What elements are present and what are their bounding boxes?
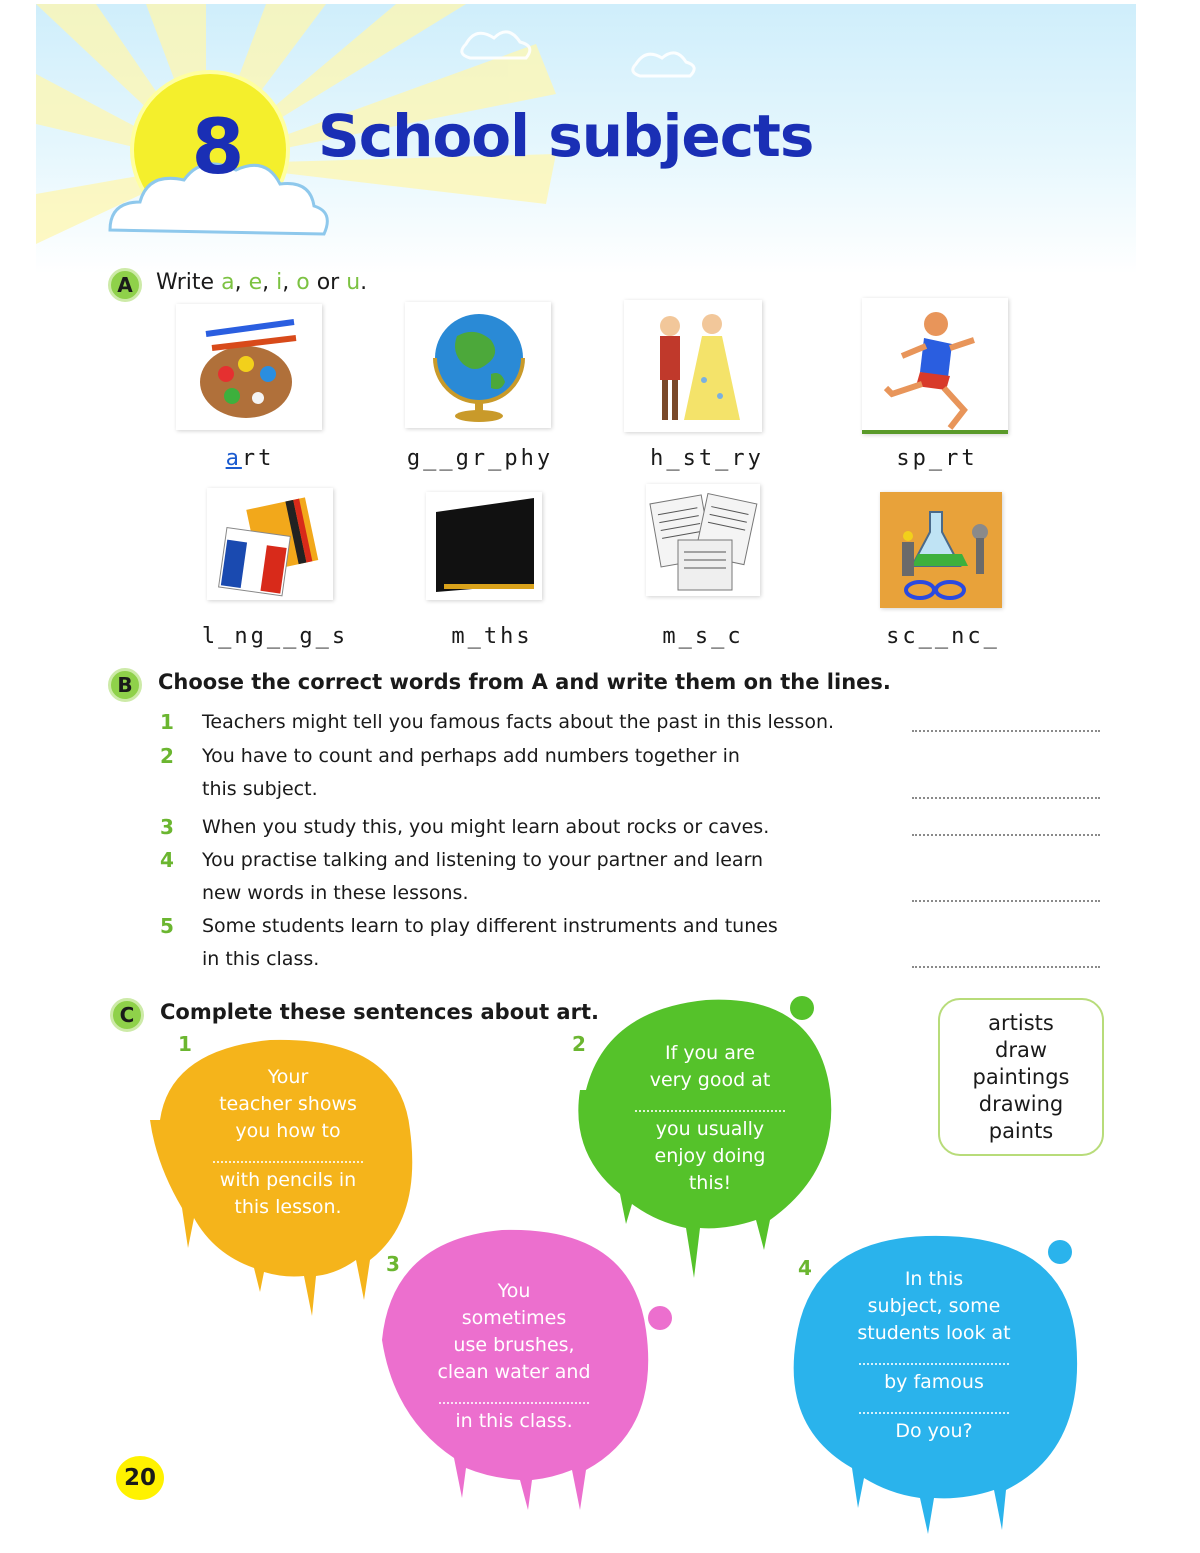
question-text: You have to count and perhaps add numbers together in this subject. (202, 745, 740, 800)
word-box-item: paintings (972, 1065, 1070, 1089)
word-box-item: paints (988, 1119, 1054, 1143)
section-b-badge: B (108, 668, 142, 702)
question-text: Some students learn to play different instruments and tunes in this class. (202, 915, 778, 970)
word-box-item: draw (994, 1038, 1047, 1062)
word-box (938, 998, 1104, 1156)
section-c-badge: C (110, 998, 144, 1032)
word-box-item: artists (988, 1011, 1054, 1035)
question-text: You practise talking and listening to your partner and learn new words in these lessons. (202, 849, 764, 904)
blank-line[interactable] (635, 1098, 785, 1112)
word-languages[interactable]: l_ng__g_s (201, 624, 349, 649)
word-maths[interactable]: m_ths (451, 624, 533, 649)
word-art[interactable]: art (225, 446, 275, 471)
blob-text-3: You sometimes use brushes, clean water and in this class. (437, 1280, 591, 1432)
word-music[interactable]: m_s_c (662, 624, 744, 649)
unit-number: 8 (191, 102, 245, 191)
blob-number-4: 4 (798, 1256, 812, 1280)
section-c-heading: Complete these sentences about art. (160, 1000, 599, 1024)
word-history[interactable]: h_st_ry (650, 446, 764, 471)
section-a-badge: A (108, 268, 142, 302)
blank-line[interactable] (859, 1351, 1009, 1365)
word-sport[interactable]: sp_rt (896, 446, 978, 471)
question-number: 5 (160, 914, 174, 938)
word-geography[interactable]: g__gr_phy (406, 446, 554, 471)
section-b-heading: Choose the correct words from A and write them on the lines. (158, 670, 891, 694)
question-number: 3 (160, 815, 174, 839)
page-number: 20 (116, 1456, 164, 1500)
question-text: When you study this, you might learn about rocks or caves. (202, 816, 770, 838)
word-box-item: drawing (978, 1092, 1064, 1116)
blob-text-2: If you are very good at you usually enjoy doing this! (610, 1040, 810, 1197)
blob-number-3: 3 (386, 1252, 400, 1276)
blob-number-1: 1 (178, 1032, 192, 1056)
blob-text-4: In this subject, some students look at by famous Do you? (857, 1268, 1011, 1442)
page-title: School subjects (318, 102, 814, 170)
blank-line[interactable] (859, 1400, 1009, 1414)
question-text: Teachers might tell you famous facts about the past in this lesson. (202, 711, 835, 733)
question-number: 1 (160, 710, 174, 734)
word-science[interactable]: sc__nc_ (886, 624, 1000, 649)
blob-number-2: 2 (572, 1032, 586, 1056)
question-number: 4 (160, 848, 174, 872)
blob-text-1: Your teacher shows you how to with pencils in this lesson. (188, 1064, 388, 1221)
section-a-instruction: Write a, e, i, o or u. (156, 270, 368, 295)
blank-line[interactable] (213, 1149, 363, 1163)
question-number: 2 (160, 744, 174, 768)
blank-line[interactable] (439, 1390, 589, 1404)
